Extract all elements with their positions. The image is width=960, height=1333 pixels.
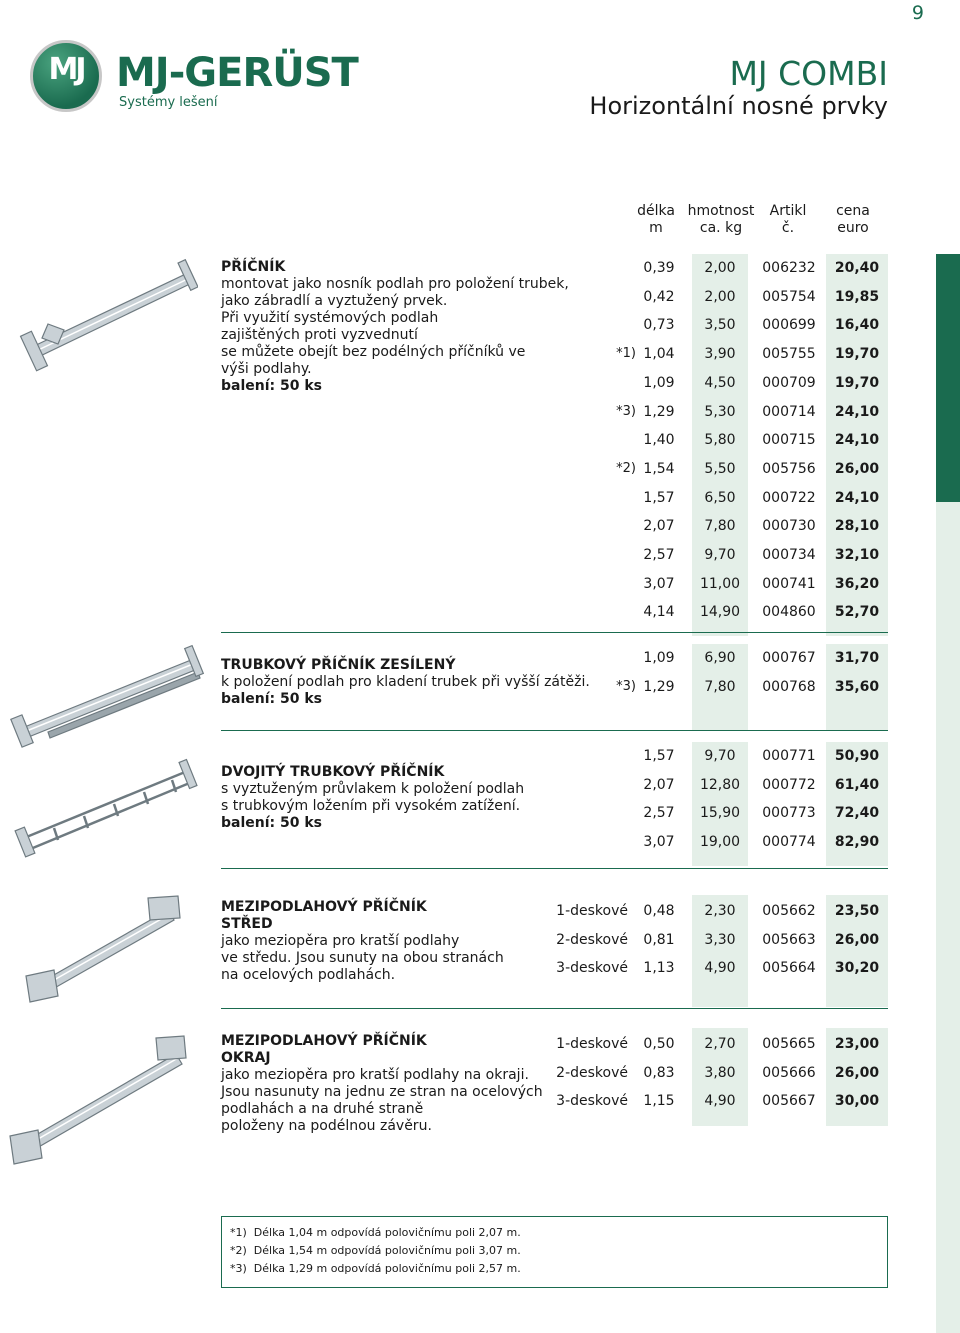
side-stripe-accent (936, 254, 960, 502)
description-line: podlahách a na druhé straně (221, 1101, 424, 1117)
cell-length: 3,07 (643, 833, 675, 850)
cell-article: 000767 (762, 650, 816, 666)
description-line: Jsou nasunuty na jednu ze stran na ocelových (221, 1084, 543, 1100)
product-description-intermediate-transom-edge (221, 1033, 543, 1135)
cell-weight: 4,50 (704, 374, 736, 391)
cell-length: 1,09 (643, 374, 675, 391)
cell-length: 2,07 (643, 776, 675, 793)
cell-length: 3,07 (643, 575, 675, 592)
cell-price: 24,10 (834, 489, 880, 506)
cell-weight: 4,90 (704, 1093, 736, 1109)
product-name: MEZIPODLAHOVÝ PŘÍČNÍK (221, 1033, 427, 1049)
cell-length: 2,57 (643, 805, 675, 821)
product-name: TRUBKOVÝ PŘÍČNÍK ZESÍLENÝ (221, 657, 456, 673)
cell-price: 23,50 (834, 903, 880, 919)
section-divider (221, 868, 888, 869)
description-line: se můžete obejít bez podélných příčníků ve (221, 344, 526, 360)
brand-name: MJ-GERÜST (116, 50, 358, 96)
description-line: s trubkovým ložením při vysokém zatížení. (221, 798, 521, 814)
cell-variant: 2-deskové (556, 931, 628, 948)
cell-length: 0,48 (643, 903, 675, 919)
cell-length: 2,07 (643, 518, 675, 535)
cell-article: 000772 (762, 776, 816, 793)
description-line: jako zábradlí a vyztužený prvek. (221, 293, 448, 309)
section-divider (221, 632, 888, 633)
description-line: STŘED (221, 916, 273, 932)
cell-article: 000734 (762, 547, 816, 563)
cell-length: 1,40 (643, 432, 675, 449)
cell-price: 61,40 (834, 776, 880, 793)
page-title: MJ COMBI (729, 54, 888, 93)
product-name: DVOJITÝ TRUBKOVÝ PŘÍČNÍK (221, 764, 445, 780)
cell-weight: 5,50 (704, 460, 736, 477)
cell-article: 000774 (762, 833, 816, 850)
cell-price: 35,60 (834, 678, 880, 695)
cell-price: 26,00 (834, 1064, 880, 1081)
cell-mark: *1) (616, 346, 636, 362)
cell-variant: 2-deskové (556, 1064, 628, 1081)
cell-length: 1,15 (643, 1093, 675, 1109)
cell-weight: 11,00 (699, 575, 741, 592)
cell-variant: 3-deskové (556, 1093, 628, 1109)
product-description-intermediate-transom-center (221, 899, 504, 984)
cell-length: 1,04 (643, 346, 675, 363)
page-subtitle: Horizontální nosné prvky (589, 92, 888, 120)
cell-article: 000709 (762, 374, 816, 391)
cell-weight: 14,90 (699, 604, 741, 621)
cell-article: 000715 (762, 432, 816, 449)
cell-article: 005754 (762, 288, 816, 305)
cell-article: 000714 (762, 403, 816, 420)
cell-article: 004860 (762, 604, 816, 621)
product-description-double-tube-ledger (221, 764, 524, 832)
cell-price: 16,40 (834, 317, 880, 334)
cell-article: 005666 (762, 1064, 816, 1081)
double-tube-ledger-image (14, 758, 198, 858)
cell-price: 19,70 (834, 346, 880, 363)
cell-price: 24,10 (834, 403, 880, 420)
intermediate-transom-edge-image (6, 1026, 196, 1166)
product-description-reinforced-tube-ledger (221, 657, 590, 708)
intermediate-transom-center-image (18, 890, 188, 1012)
cell-price: 20,40 (834, 260, 880, 276)
section-divider (221, 1008, 888, 1009)
cell-length: 1,29 (643, 678, 675, 695)
cell-article: 000730 (762, 518, 816, 535)
footnote: *2) Délka 1,54 m odpovídá polovičnímu poli 3,07 m. (230, 1244, 521, 1257)
footnote: *1) Délka 1,04 m odpovídá polovičnímu poli 2,07 m. (230, 1226, 521, 1239)
cell-weight: 2,70 (704, 1036, 736, 1052)
cell-mark: *3) (616, 403, 636, 419)
cell-length: 0,42 (643, 288, 675, 305)
cell-price: 30,20 (834, 960, 880, 976)
product-name: MEZIPODLAHOVÝ PŘÍČNÍK (221, 899, 427, 915)
cell-variant: 1-deskové (556, 1036, 628, 1052)
cell-article: 005662 (762, 903, 816, 919)
cell-weight: 3,50 (704, 317, 736, 334)
cell-article: 005667 (762, 1093, 816, 1109)
cell-price: 26,00 (834, 931, 880, 948)
cell-length: 4,14 (643, 604, 675, 621)
product-name: PŘÍČNÍK (221, 259, 286, 275)
section-divider (221, 730, 888, 731)
cell-article: 000699 (762, 317, 816, 334)
cell-weight: 7,80 (704, 678, 736, 695)
description-line: montovat jako nosník podlah pro položení trubek, (221, 276, 569, 292)
cell-weight: 2,30 (704, 903, 736, 919)
cell-weight: 7,80 (704, 518, 736, 535)
cell-article: 005756 (762, 460, 816, 477)
footnotes-box (221, 1216, 888, 1288)
cell-article: 006232 (762, 260, 816, 276)
cell-length: 0,73 (643, 317, 675, 334)
cell-article: 000722 (762, 489, 816, 506)
reinforced-tube-ledger-image (8, 640, 208, 750)
cell-weight: 3,90 (704, 346, 736, 363)
description-line: výši podlahy. (221, 361, 312, 377)
cell-weight: 3,30 (704, 931, 736, 948)
brand-logo-mark: MJ (48, 52, 84, 87)
description-line: jako meziopěra pro kratší podlahy na okraji. (221, 1067, 529, 1083)
cell-price: 24,10 (834, 432, 880, 449)
cell-article: 000768 (762, 678, 816, 695)
column-header-weight: hmotnost ca. kg (687, 203, 755, 236)
description-line: k položení podlah pro kladení trubek při vyšší zátěži. (221, 674, 590, 690)
cell-price: 26,00 (834, 460, 880, 477)
page-number: 9 (911, 2, 924, 24)
description-line: zajištěných proti vyzvednutí (221, 327, 418, 343)
cell-weight: 3,80 (704, 1064, 736, 1081)
description-line: položeny na podélnou závěru. (221, 1118, 432, 1134)
cell-variant: 1-deskové (556, 903, 628, 919)
cell-price: 36,20 (834, 575, 880, 592)
cell-weight: 2,00 (704, 260, 736, 276)
cell-price: 19,70 (834, 374, 880, 391)
footnote: *3) Délka 1,29 m odpovídá polovičnímu poli 2,57 m. (230, 1262, 521, 1275)
cell-weight: 2,00 (704, 288, 736, 305)
cell-article: 005755 (762, 346, 816, 363)
cell-mark: *3) (616, 678, 636, 694)
cell-length: 1,57 (643, 748, 675, 764)
cell-article: 000773 (762, 805, 816, 821)
brand-tagline: Systémy lešení (119, 95, 218, 110)
cell-price: 30,00 (834, 1093, 880, 1109)
cell-price: 32,10 (834, 547, 880, 563)
cell-length: 1,54 (643, 460, 675, 477)
cell-length: 1,57 (643, 489, 675, 506)
cell-weight: 9,70 (704, 748, 736, 764)
column-header-article: Artikl č. (769, 203, 807, 236)
cell-length: 0,81 (643, 931, 675, 948)
product-description-cross-ledger (221, 259, 569, 395)
cell-article: 005663 (762, 931, 816, 948)
cell-length: 2,57 (643, 547, 675, 563)
cell-price: 19,85 (834, 288, 880, 305)
cell-price: 31,70 (834, 650, 880, 666)
cell-weight: 9,70 (704, 547, 736, 563)
cell-length: 0,39 (643, 260, 675, 276)
cell-length: 0,83 (643, 1064, 675, 1081)
cell-article: 005665 (762, 1036, 816, 1052)
cell-article: 005664 (762, 960, 816, 976)
cell-price: 50,90 (834, 748, 880, 764)
column-header-length: délka m (637, 203, 675, 236)
cell-weight: 5,30 (704, 403, 736, 420)
cell-article: 000771 (762, 748, 816, 764)
cell-length: 0,50 (643, 1036, 675, 1052)
cell-weight: 15,90 (699, 805, 741, 821)
cell-length: 1,29 (643, 403, 675, 420)
cell-length: 1,13 (643, 960, 675, 976)
column-header-price: cena euro (836, 203, 870, 236)
cell-weight: 4,90 (704, 960, 736, 976)
cross-ledger-image (18, 252, 198, 377)
cell-weight: 19,00 (699, 833, 741, 850)
cell-price: 28,10 (834, 518, 880, 535)
cell-price: 52,70 (834, 604, 880, 621)
cell-weight: 6,50 (704, 489, 736, 506)
description-line: jako meziopěra pro kratší podlahy (221, 933, 460, 949)
cell-weight: 5,80 (704, 432, 736, 449)
cell-price: 72,40 (834, 805, 880, 821)
cell-mark: *2) (616, 460, 636, 476)
cell-variant: 3-deskové (556, 960, 628, 976)
description-line: s vyztuženým průvlakem k položení podlah (221, 781, 525, 797)
cell-price: 23,00 (834, 1036, 880, 1052)
cell-price: 82,90 (834, 833, 880, 850)
description-line: balení: 50 ks (221, 815, 323, 831)
description-line: balení: 50 ks (221, 691, 323, 707)
cell-weight: 6,90 (704, 650, 736, 666)
cell-weight: 12,80 (699, 776, 741, 793)
description-line: OKRAJ (221, 1050, 271, 1066)
description-line: Při využití systémových podlah (221, 310, 439, 326)
cell-article: 000741 (762, 575, 816, 592)
cell-length: 1,09 (643, 650, 675, 666)
description-line: ve středu. Jsou sunuty na obou stranách (221, 950, 504, 966)
description-line: na ocelových podlahách. (221, 967, 396, 983)
description-line: balení: 50 ks (221, 378, 323, 394)
